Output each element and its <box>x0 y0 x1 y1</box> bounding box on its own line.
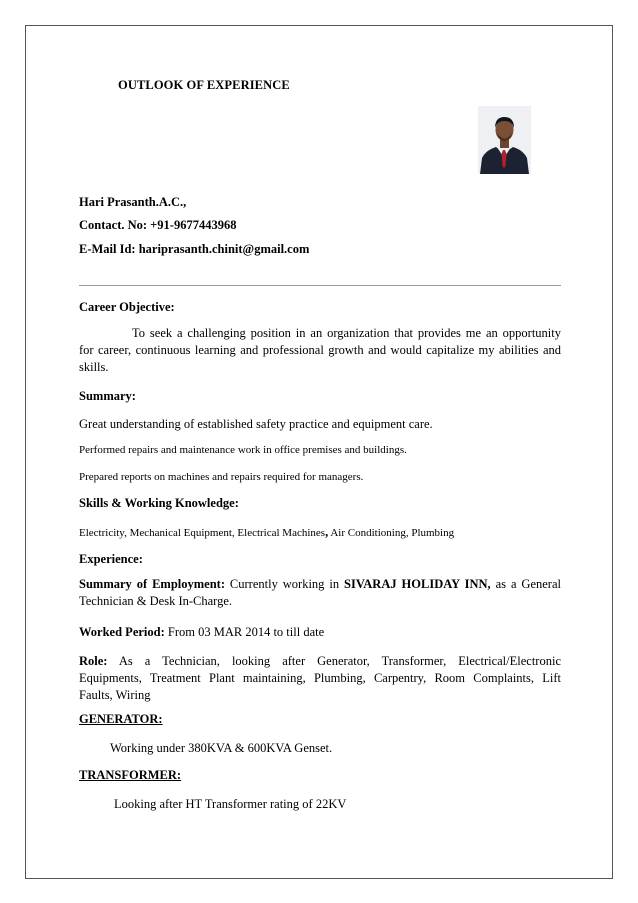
role-text: As a Technician, looking after Generator, Transformer, Electrical/Electronic <box>107 654 561 668</box>
generator-text: Working under 380KVA & 600KVA Genset. <box>110 741 333 755</box>
summary-line: Performed repairs and maintenance work in office premises and buildings. <box>79 444 407 456</box>
employment-summary <box>79 576 561 610</box>
profile-photo <box>478 106 531 174</box>
skills-comma: , <box>325 525 329 539</box>
summary-line: Great understanding of established safety practice and equipment care. <box>79 417 433 431</box>
transformer-text: Looking after HT Transformer rating of 22KV <box>114 797 347 811</box>
employment-summary-line <box>79 576 561 593</box>
role-description <box>79 653 561 704</box>
employment-summary-text: Currently working in <box>224 577 345 591</box>
generator-heading: GENERATOR: <box>79 712 163 726</box>
experience-heading: Experience: <box>79 552 143 566</box>
career-objective-line: for career, continuous learning and professional growth and would capitalize my abilities and <box>79 343 561 357</box>
divider-line <box>79 285 561 286</box>
worked-period-text: From 03 MAR 2014 to till date <box>164 625 325 639</box>
skills-text <box>79 525 454 540</box>
role-line: Equipments, Treatment Plant maintaining, Plumbing, Carpentry, Room Complaints, Lift <box>79 671 561 685</box>
email-address: E-Mail Id: hariprasanth.chinit@gmail.com <box>79 242 310 256</box>
worked-period-label: Worked Period: <box>79 625 165 639</box>
candidate-name: Hari Prasanth.A.C., <box>79 195 187 209</box>
summary-line: Prepared reports on machines and repairs required for managers. <box>79 471 364 483</box>
career-objective-heading: Career Objective: <box>79 300 175 314</box>
skills-text-part: Electricity, Mechanical Equipment, Electrical Machines <box>79 527 326 539</box>
role-line: Faults, Wiring <box>79 688 151 702</box>
worked-period <box>79 625 324 640</box>
skills-text-part: Air Conditioning, Plumbing <box>328 527 455 539</box>
summary-heading: Summary: <box>79 389 136 403</box>
contact-number: Contact. No: +91-9677443968 <box>79 218 237 232</box>
career-objective-line: To seek a challenging position in an organization that provides me an opportunity <box>132 326 561 340</box>
document-title: OUTLOOK OF EXPERIENCE <box>118 78 290 92</box>
career-objective-text <box>79 325 561 376</box>
role-label: Role: <box>79 654 108 668</box>
employment-summary-label: Summary of Employment: <box>79 577 225 591</box>
transformer-heading: TRANSFORMER: <box>79 768 182 782</box>
company-name: SIVARAJ HOLIDAY INN, <box>344 577 491 591</box>
career-objective-line: skills. <box>79 360 109 374</box>
skills-heading: Skills & Working Knowledge: <box>79 496 239 510</box>
employment-summary-text: as a General <box>490 577 561 591</box>
role-line <box>79 653 561 670</box>
employment-summary-line: Technician & Desk In-Charge. <box>79 594 233 608</box>
